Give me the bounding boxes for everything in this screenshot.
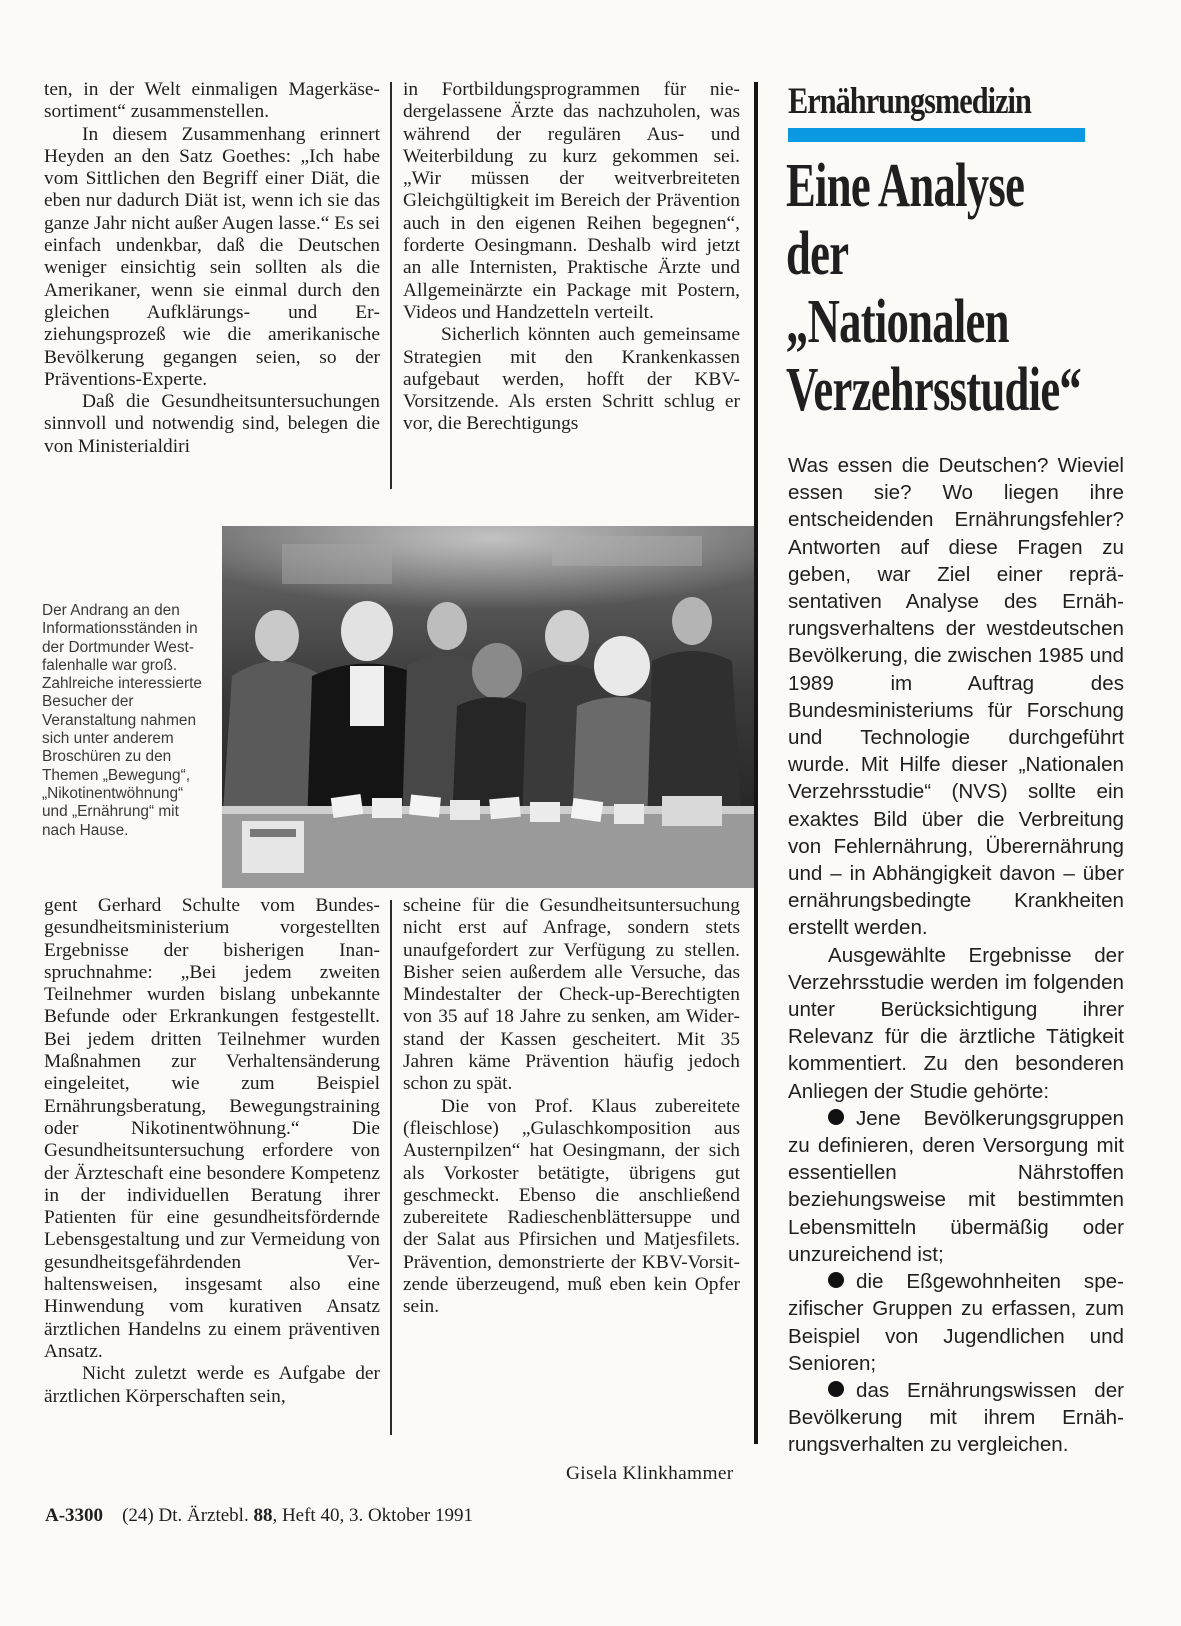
headline-line: Eine Analyse xyxy=(786,152,1025,220)
bullet-item xyxy=(788,1105,1124,1268)
bullet-icon xyxy=(828,1272,844,1288)
column-middle-bottom xyxy=(403,895,740,1319)
rubric-accent-bar xyxy=(788,128,1085,142)
page-footer xyxy=(45,1505,473,1527)
column-divider xyxy=(390,900,392,1435)
paragraph: Die von Prof. Klaus zubereitete (fleischlose) „Gulaschkomposition aus Austernpilzen“ hat Oesingmann, der sich als Vorkoster betätigte, übrigens gut geschmeckt. Ebenso die anschließend zubereitete Radieschenblättersuppe und der Salat aus Pfirsichen und Matjesfilets. Prävention, demonstrierte der KBV-Vorsitzende überzeugend, muß eben kein Opfer sein. xyxy=(403,1095,740,1318)
bullet-icon xyxy=(828,1381,844,1397)
sidebar-paragraph: Ausgewählte Ergebnisse der Verzehrsstudie werden im folgenden unter Berücksichtigung ihrer Relevanz für die ärztliche Tätigkeit kommentiert. Zu den besonderen Anliegen der Studie gehörte: xyxy=(788,943,1124,1103)
sidebar-body xyxy=(788,452,1124,1459)
section-rubric: Ernährungsmedizin xyxy=(788,81,1031,122)
page-code: A-3300 xyxy=(45,1505,104,1526)
headline-line: „Nationalen xyxy=(786,288,1009,356)
bullet-text: die Eßgewohnheiten spezifischer Gruppen zu erfassen, zum Beispiel von Jugendlichen und Senioren; xyxy=(788,1270,1124,1375)
author-byline: Gisela Klinkhammer xyxy=(566,1463,734,1484)
photo-caption: Der Andrang an den Informationsständen in der Dortmunder Westfalenhalle war groß. Zahlreiche interessierte Besucher der Veranstaltung nahmen sich unter anderem Broschüren zu den Themen „Bewegung“, „Nikotinentwöhnung“ und „Ernährung“ mit nach Hause. xyxy=(42,602,202,839)
sidebar-headline xyxy=(786,152,1082,424)
paragraph: In diesem Zusammenhang erinnert Heyden an den Satz Goethes: „Ich habe vom Sittlichen den Begriff einer Diät, die eben nur dadurch Diät ist, wenn ich sie das ganze Jahr nicht außer Augen lasse.“ Es sei einfach undenkbar, daß die Deutschen weniger einsichtig sein sollten als die Amerikaner, wenn sie einmal durch den gleichen Aufklärungs- und Erziehungsprozeß wie die amerikanische Bevölkerung gegangen seien, so der Präventions-Experte. xyxy=(44,123,380,390)
column-left-top xyxy=(44,79,380,458)
crowd-photo-illustration xyxy=(222,526,758,888)
bullet-item xyxy=(788,1377,1124,1459)
journal-ref: (24) Dt. Ärztebl. xyxy=(122,1505,249,1526)
event-photo xyxy=(222,526,758,888)
issue-date: , Heft 40, 3. Oktober 1991 xyxy=(272,1505,473,1526)
sidebar-divider xyxy=(754,82,758,1444)
volume-number: 88 xyxy=(253,1505,273,1526)
bullet-text: Jene Bevölkerungsgruppen zu definieren, deren Versorgung mit essentiellen Nährstoffen beziehungsweise mit bestimmten Lebensmitteln übermäßig oder unzureichend ist; xyxy=(788,1106,1124,1266)
column-left-bottom xyxy=(44,895,380,1408)
paragraph: ten, in der Welt einmaligen Magerkäsesortiment“ zusammenstellen. xyxy=(44,79,380,123)
paragraph: Daß die Gesundheitsuntersuchungen sinnvoll und notwendig sind, belegen die von Ministerialdiri xyxy=(44,391,380,457)
bullet-item xyxy=(788,1268,1124,1377)
bullet-text: das Ernährungswissen der Bevölkerung mit ihrem Ernährungsverhalten zu vergleichen. xyxy=(788,1378,1124,1457)
paragraph: in Fortbildungsprogrammen für niedergelassene Ärzte das nachzuholen, was während der regulären Aus- und Weiterbildung zu kurz gekommen sei. „Wir müssen der weitverbreiteten Gleichgültigkeit im Bereich der Prävention auch in den eigenen Reihen begegnen“, forderte Oesingmann. Deshalb wird jetzt an alle Internisten, Praktische Ärzte und Allgemeinärzte ein Package mit Postern, Videos und Handzetteln verteilt. xyxy=(403,79,740,323)
paragraph: gent Gerhard Schulte vom Bundesgesundheitsministerium vorgestellten Ergebnisse der bisherigen Inanspruchnahme: „Bei jedem zweiten Teilnehmer wurden bislang unbekannte Befunde oder Erkrankungen festgestellt. Bei jedem dritten Teilnehmer wurden Maßnahmen zur Verhaltensänderung eingeleitet, wie zum Beispiel Ernährungsberatung, Bewegungstraining oder Nikotinentwöhnung.“ Die Gesundheitsuntersuchung erfordere von der Ärzteschaft eine besondere Kompetenz in der individuellen Beratung ihrer Patienten für eine gesundheitsfördernde Lebensgestaltung und zur Vermeidung von gesundheitsgefährdenden Verhaltensweisen, insgesamt also eine Hinwendung vom kurativen Ansatz ärztlichen Handelns zu einem präventiven Ansatz. xyxy=(44,895,380,1362)
sidebar-intro: Was essen die Deutschen? Wieviel essen sie? Wo liegen ihre entscheidenden Ernährungsfehler? Antworten auf diese Fragen zu geben, war Ziel einer repräsentativen Analyse des Ernährungsverhaltens der westdeutschen Bevölkerung, die zwischen 1985 und 1989 im Auftrag des Bundesministeriums für Forschung und Technologie durchgeführt wurde. Mit Hilfe dieser „Nationalen Verzehrsstudie“ (NVS) sollte ein exaktes Bild über die Verbreitung von Fehlernährung, Überernährung und – in Abhängigkeit davon – über ernährungsbedingte Krankheiten erstellt werden. xyxy=(788,454,1124,940)
column-divider xyxy=(390,82,392,489)
headline-line: Verzehrsstudie“ xyxy=(786,356,1082,424)
paragraph: Sicherlich könnten auch gemeinsame Strategien mit den Krankenkassen aufgebaut werden, hofft der KBV-Vorsitzende. Als ersten Schritt schlug er vor, die Berechtigungs xyxy=(403,324,740,435)
headline-line: der xyxy=(786,220,849,288)
bullet-icon xyxy=(828,1109,844,1125)
paragraph: scheine für die Gesundheitsuntersuchung nicht erst auf Anfrage, sondern stets unaufgefordert zur Verfügung zu stellen. Bisher seien außerdem alle Versuche, das Mindestalter der Check-up-Berechtigten von 35 auf 18 Jahre zu senken, am Widerstand der Kassen gescheitert. Mit 35 Jahren käme Prävention häufig jedoch schon zu spät. xyxy=(403,895,740,1095)
column-middle-top xyxy=(403,79,740,436)
paragraph: Nicht zuletzt werde es Aufgabe der ärztlichen Körperschaften sein, xyxy=(44,1363,380,1407)
